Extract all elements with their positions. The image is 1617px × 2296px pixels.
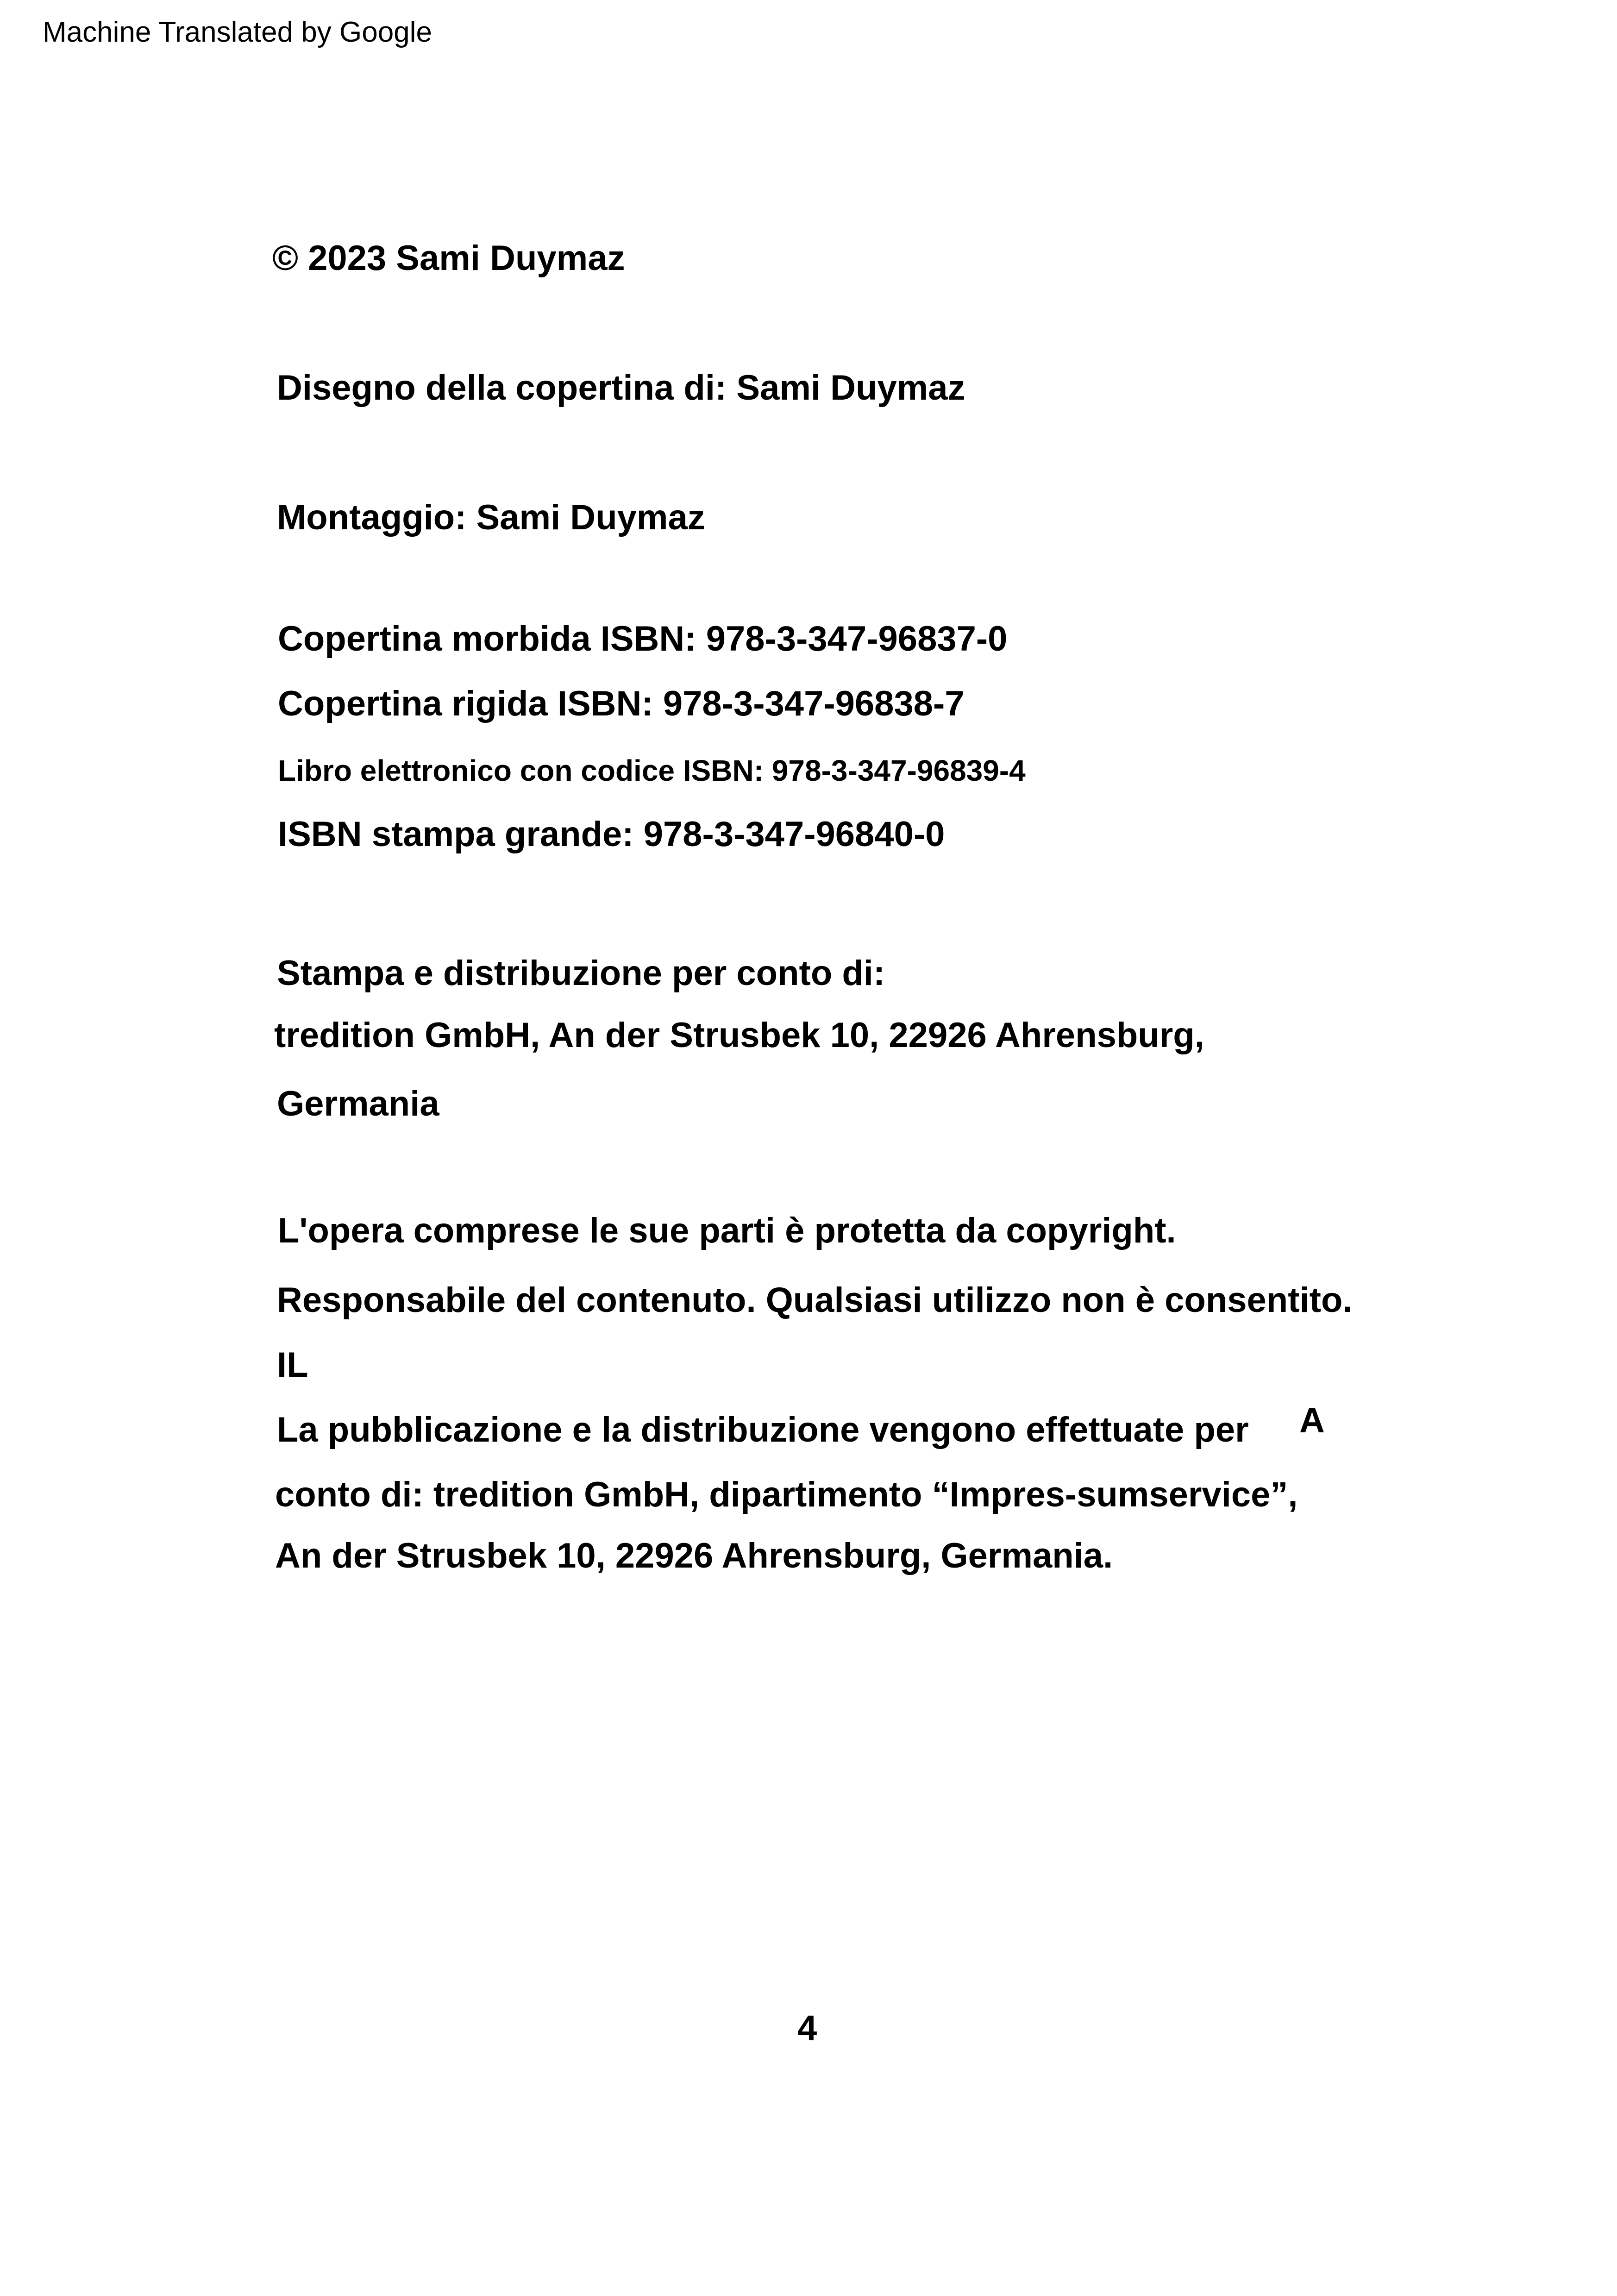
- notice-line-6: An der Strusbek 10, 22926 Ahrensburg, Germania.: [275, 1536, 1113, 1575]
- printing-line-1: Stampa e distribuzione per conto di:: [277, 954, 885, 993]
- isbn-ebook: Libro elettronico con codice ISBN: 978-3-347-96839-4: [278, 754, 1026, 787]
- notice-line-1: L'opera comprese le sue parti è protetta da copyright.: [278, 1211, 1176, 1250]
- isbn-softcover: Copertina morbida ISBN: 978-3-347-96837-0: [278, 619, 1008, 659]
- notice-line-3: IL: [277, 1345, 308, 1385]
- editing-credit: Montaggio: Sami Duymaz: [277, 498, 705, 537]
- printing-line-2: tredition GmbH, An der Strusbek 10, 22926 Ahrensburg,: [274, 1016, 1204, 1055]
- machine-translation-note: Machine Translated by Google: [43, 16, 432, 48]
- printing-line-3: Germania: [277, 1084, 439, 1123]
- page-number: 4: [797, 2008, 817, 2048]
- isbn-large-print: ISBN stampa grande: 978-3-347-96840-0: [278, 815, 945, 854]
- cover-design-credit: Disegno della copertina di: Sami Duymaz: [277, 368, 965, 408]
- notice-line-5: conto di: tredition GmbH, dipartimento “Impres-sumservice”,: [275, 1475, 1298, 1514]
- notice-line-2: Responsabile del contenuto. Qualsiasi utilizzo non è consentito.: [277, 1280, 1353, 1320]
- copyright-line: © 2023 Sami Duymaz: [272, 238, 625, 278]
- notice-stray-letter: A: [1299, 1401, 1325, 1440]
- isbn-hardcover: Copertina rigida ISBN: 978-3-347-96838-7: [278, 684, 965, 723]
- notice-line-4: La pubblicazione e la distribuzione vengono effettuate per: [277, 1410, 1249, 1449]
